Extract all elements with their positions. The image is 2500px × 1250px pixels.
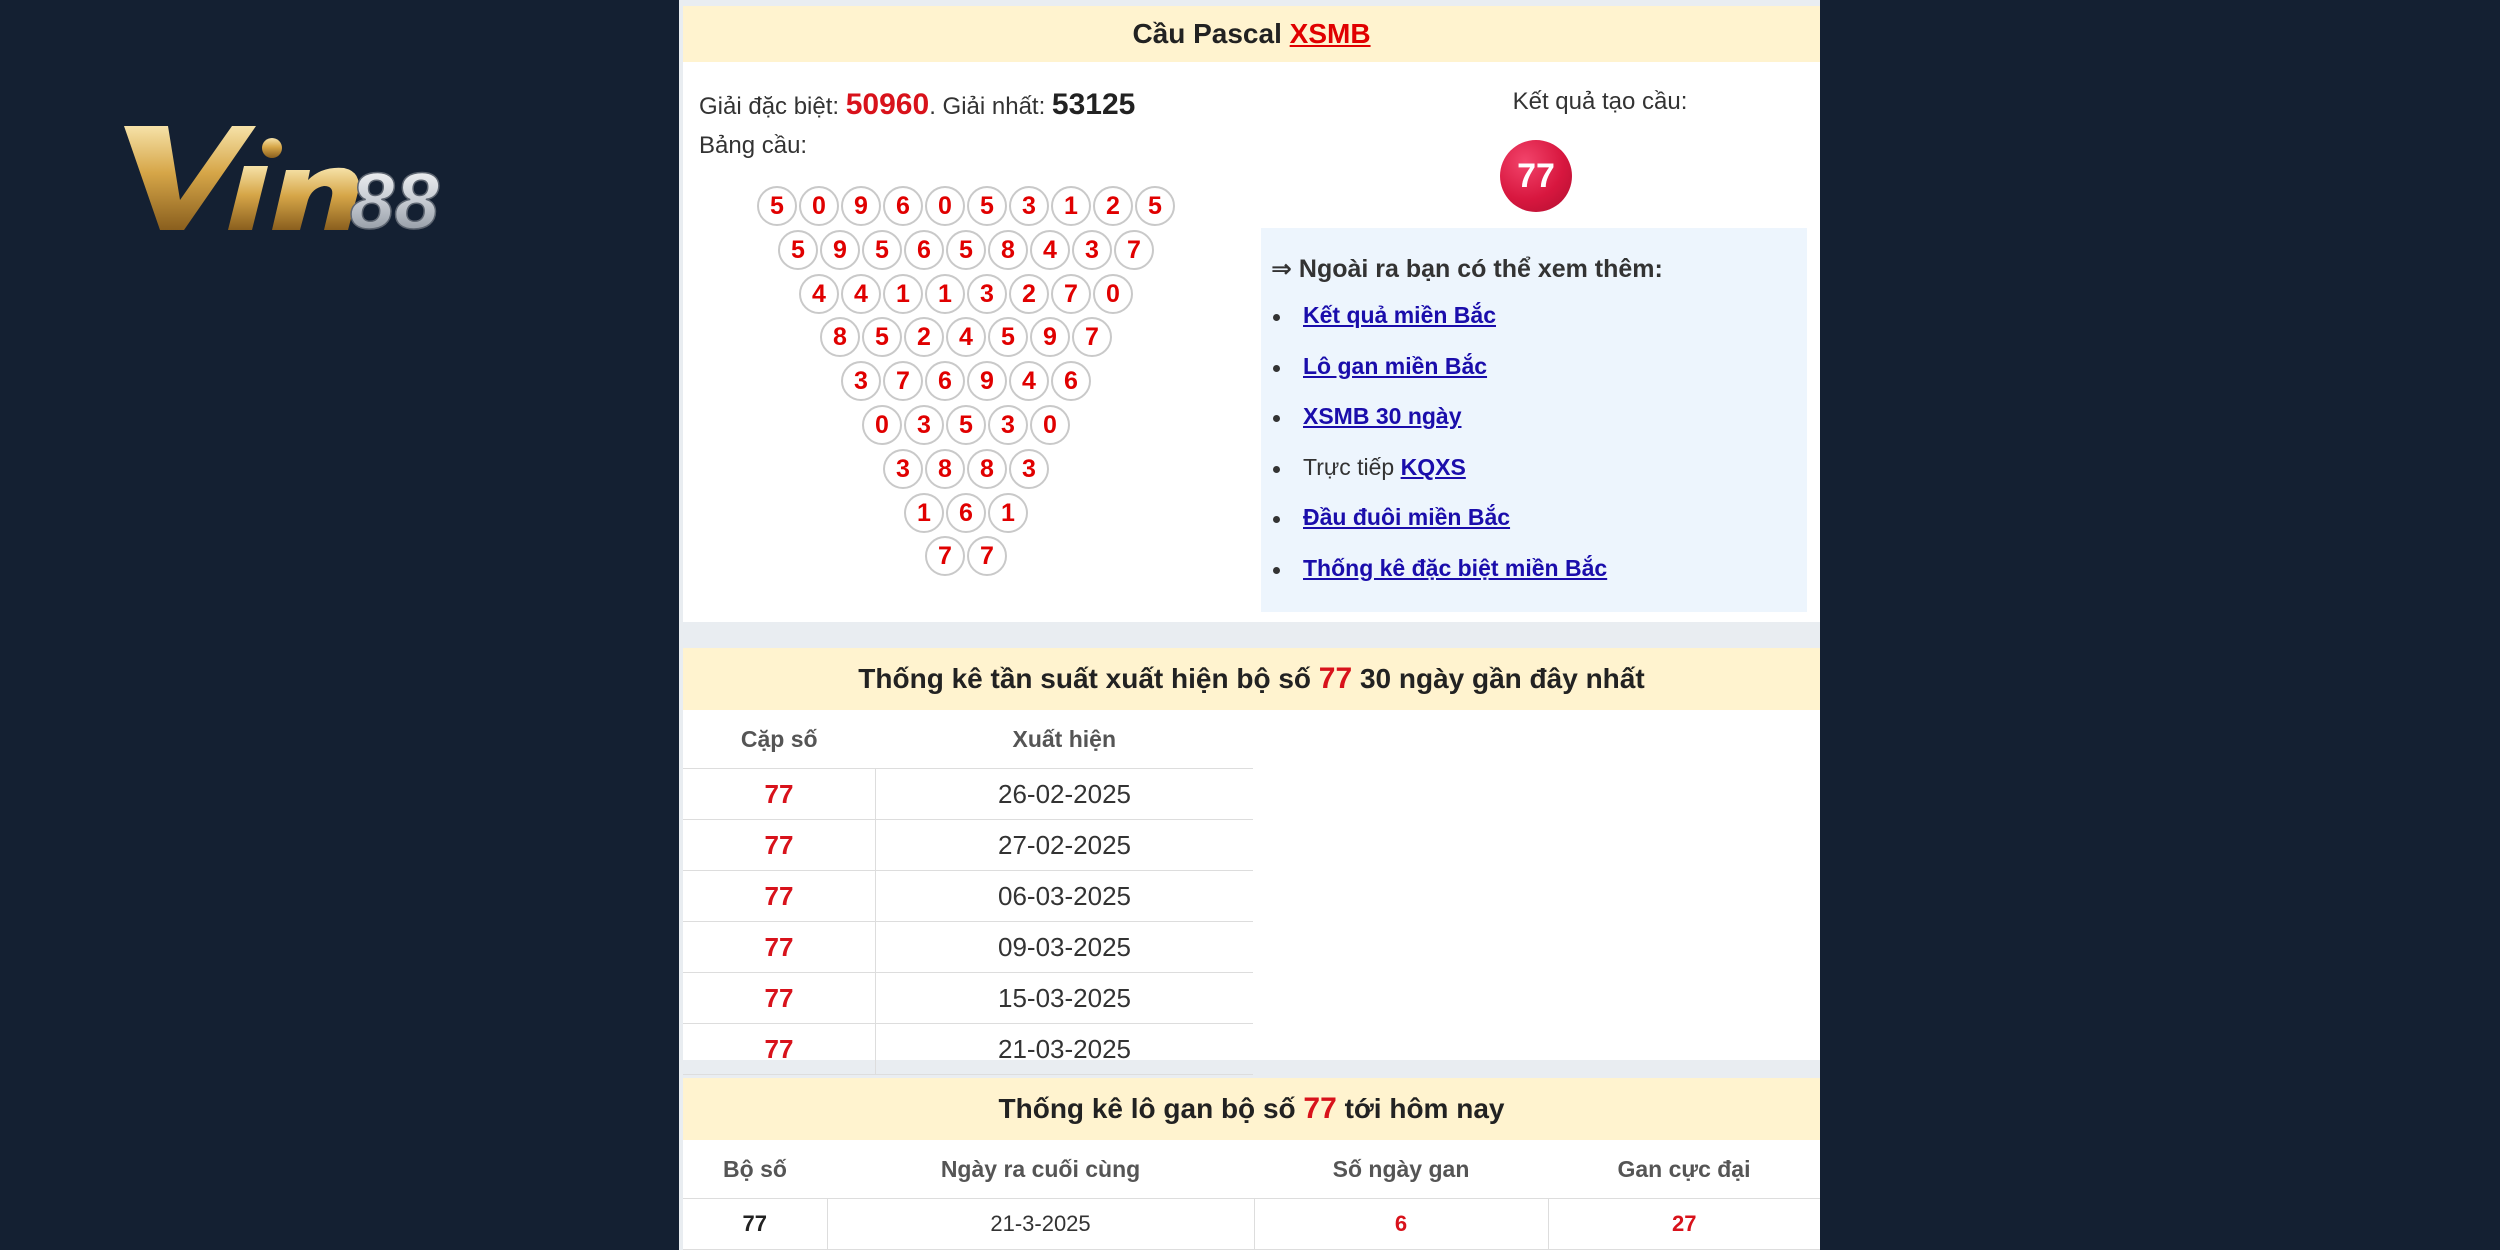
frequency-date: 21-03-2025	[876, 1024, 1254, 1075]
frequency-pair: 77	[683, 1024, 876, 1075]
pyramid-row	[683, 536, 1263, 576]
more-link[interactable]: Đầu đuôi miền Bắc	[1303, 504, 1511, 530]
pyramid-ball: 5	[1135, 186, 1175, 226]
pyramid-row	[683, 317, 1263, 357]
pyramid-ball: 3	[988, 405, 1028, 445]
pyramid-ball: 7	[967, 536, 1007, 576]
pyramid-ball: 3	[1072, 230, 1112, 270]
pyramid-ball: 0	[862, 405, 902, 445]
frequency-title	[683, 648, 1820, 710]
pyramid-ball: 8	[988, 230, 1028, 270]
more-links-item	[1261, 300, 1807, 351]
bullet-icon	[1273, 516, 1280, 523]
frequency-pair: 77	[683, 820, 876, 871]
pyramid-ball: 5	[862, 317, 902, 357]
pyramid-ball: 5	[862, 230, 902, 270]
xsmb-link[interactable]: XSMB	[1289, 18, 1371, 49]
pyramid-ball: 0	[925, 186, 965, 226]
pascal-title-text: Cầu Pascal	[1132, 18, 1282, 49]
header-appearance: Xuất hiện	[876, 710, 1254, 769]
more-links-text	[1303, 504, 1510, 531]
table-row	[683, 820, 1253, 871]
first-prize-label: . Giải nhất:	[929, 93, 1046, 120]
table-row	[683, 871, 1253, 922]
pyramid-ball: 3	[1009, 186, 1049, 226]
pyramid-ball: 4	[841, 274, 881, 314]
more-link[interactable]: KQXS	[1400, 453, 1466, 480]
pyramid-ball: 1	[1051, 186, 1091, 226]
pyramid-ball: 1	[904, 493, 944, 533]
pyramid-ball: 7	[925, 536, 965, 576]
frequency-pair: 77	[683, 973, 876, 1024]
pyramid-ball: 8	[967, 449, 1007, 489]
header-gan-days: Số ngày gan	[1254, 1140, 1548, 1199]
pyramid-ball: 1	[925, 274, 965, 314]
prize-line	[699, 88, 1135, 122]
pyramid-ball: 4	[946, 317, 986, 357]
pyramid-ball: 2	[1009, 274, 1049, 314]
more-links-box	[1261, 228, 1807, 612]
pyramid-ball: 0	[1093, 274, 1133, 314]
pyramid-ball: 1	[988, 493, 1028, 533]
pyramid-ball: 6	[1051, 361, 1091, 401]
frequency-date: 06-03-2025	[876, 871, 1254, 922]
more-links-item	[1261, 452, 1807, 503]
pyramid-ball: 7	[1114, 230, 1154, 270]
lo-gan-title	[683, 1078, 1820, 1140]
table-row	[683, 973, 1253, 1024]
lo-gan-title-after: tới hôm nay	[1344, 1093, 1505, 1124]
frequency-card	[683, 648, 1820, 1064]
header-pair: Cặp số	[683, 710, 876, 769]
pyramid-ball: 3	[841, 361, 881, 401]
bullet-icon	[1273, 314, 1280, 321]
pyramid-ball: 9	[820, 230, 860, 270]
pyramid-ball: 9	[841, 186, 881, 226]
more-link[interactable]: Lô gan miền Bắc	[1303, 352, 1488, 379]
table-row	[683, 922, 1253, 973]
result-ball: 77	[1500, 140, 1572, 212]
vin88-logo[interactable]	[122, 118, 482, 236]
pyramid-ball: 7	[883, 361, 923, 401]
pyramid-row	[683, 493, 1263, 533]
more-links-text	[1303, 555, 1607, 582]
pyramid-ball: 7	[1051, 274, 1091, 314]
pyramid-ball: 0	[1030, 405, 1070, 445]
lo-gan-card	[683, 1078, 1820, 1250]
pyramid-ball: 7	[1072, 317, 1112, 357]
pyramid-ball: 2	[904, 317, 944, 357]
pyramid-row	[683, 449, 1263, 489]
gan-max: 27	[1548, 1199, 1820, 1250]
pyramid-ball: 8	[820, 317, 860, 357]
gan-days: 6	[1254, 1199, 1548, 1250]
frequency-title-number: 77	[1318, 662, 1353, 695]
more-links-text	[1303, 353, 1487, 380]
pyramid-ball: 5	[988, 317, 1028, 357]
more-links-text	[1303, 302, 1496, 329]
header-last-date: Ngày ra cuối cùng	[827, 1140, 1254, 1199]
more-links-list	[1261, 300, 1807, 603]
bullet-icon	[1273, 567, 1280, 574]
frequency-table	[683, 710, 1253, 1075]
table-row	[683, 1024, 1253, 1075]
table-row	[683, 769, 1253, 820]
more-links-item	[1261, 351, 1807, 402]
pyramid-ball: 5	[778, 230, 818, 270]
gan-last-date: 21-3-2025	[827, 1199, 1254, 1250]
frequency-pair: 77	[683, 769, 876, 820]
more-link[interactable]: Kết quả miền Bắc	[1303, 302, 1496, 328]
header-number: Bộ số	[683, 1140, 827, 1199]
svg-text:88: 88	[350, 156, 439, 236]
pyramid-row	[683, 361, 1263, 401]
pyramid-ball: 4	[799, 274, 839, 314]
more-links-prefix: Trực tiếp	[1303, 453, 1401, 480]
bullet-icon	[1273, 365, 1280, 372]
bullet-icon	[1273, 466, 1280, 473]
pyramid-ball: 4	[1009, 361, 1049, 401]
frequency-date: 26-02-2025	[876, 769, 1254, 820]
pyramid-ball: 5	[946, 405, 986, 445]
pyramid-ball: 0	[799, 186, 839, 226]
pyramid-row	[683, 186, 1263, 226]
frequency-date: 27-02-2025	[876, 820, 1254, 871]
frequency-title-before: Thống kê tần suất xuất hiện bộ số	[858, 663, 1311, 694]
gan-number: 77	[683, 1199, 827, 1250]
pyramid-ball: 3	[967, 274, 1007, 314]
pyramid-ball: 1	[883, 274, 923, 314]
header-max-gan: Gan cực đại	[1548, 1140, 1820, 1199]
pyramid-row	[683, 274, 1263, 314]
more-links-item	[1261, 553, 1807, 604]
pyramid-row	[683, 230, 1263, 270]
frequency-pair: 77	[683, 922, 876, 973]
frequency-date: 15-03-2025	[876, 973, 1254, 1024]
special-prize-value: 50960	[845, 88, 930, 121]
pyramid-ball: 3	[1009, 449, 1049, 489]
more-links-text	[1303, 403, 1462, 430]
pyramid-row	[683, 405, 1263, 445]
pyramid-ball: 5	[946, 230, 986, 270]
result-label: Kết quả tạo cầu:	[1512, 88, 1688, 115]
pascal-title	[683, 6, 1820, 62]
bullet-icon	[1273, 415, 1280, 422]
table-row	[683, 1199, 1820, 1250]
pyramid-ball: 6	[925, 361, 965, 401]
special-prize-label: Giải đặc biệt:	[699, 93, 840, 120]
more-links-text	[1303, 454, 1466, 481]
pyramid-ball: 2	[1093, 186, 1133, 226]
pyramid-ball: 8	[925, 449, 965, 489]
logo-graphic	[122, 118, 482, 236]
more-link[interactable]: Thống kê đặc biệt miền Bắc	[1303, 554, 1608, 581]
pyramid-ball: 6	[883, 186, 923, 226]
main-content	[679, 0, 1820, 1250]
pyramid-ball: 3	[904, 405, 944, 445]
pyramid-ball: 6	[904, 230, 944, 270]
lo-gan-table	[683, 1140, 1820, 1250]
lo-gan-title-before: Thống kê lô gan bộ số	[998, 1093, 1296, 1124]
pascal-table-label: Bảng cầu:	[699, 132, 808, 159]
more-links-item	[1261, 401, 1807, 452]
frequency-pair: 77	[683, 871, 876, 922]
more-link[interactable]: XSMB 30 ngày	[1303, 403, 1462, 429]
pyramid-ball: 9	[1030, 317, 1070, 357]
pyramid-ball: 5	[757, 186, 797, 226]
pyramid-ball: 5	[967, 186, 1007, 226]
pascal-card	[683, 6, 1820, 622]
pyramid-ball: 4	[1030, 230, 1070, 270]
more-links-title: ⇒ Ngoài ra bạn có thể xem thêm:	[1271, 255, 1663, 283]
more-links-item	[1261, 502, 1807, 553]
pyramid-ball: 9	[967, 361, 1007, 401]
first-prize-value: 53125	[1051, 88, 1136, 121]
frequency-date: 09-03-2025	[876, 922, 1254, 973]
pyramid-ball: 6	[946, 493, 986, 533]
frequency-title-after: 30 ngày gần đây nhất	[1359, 663, 1645, 694]
pyramid-ball: 3	[883, 449, 923, 489]
lo-gan-title-number: 77	[1303, 1092, 1337, 1125]
